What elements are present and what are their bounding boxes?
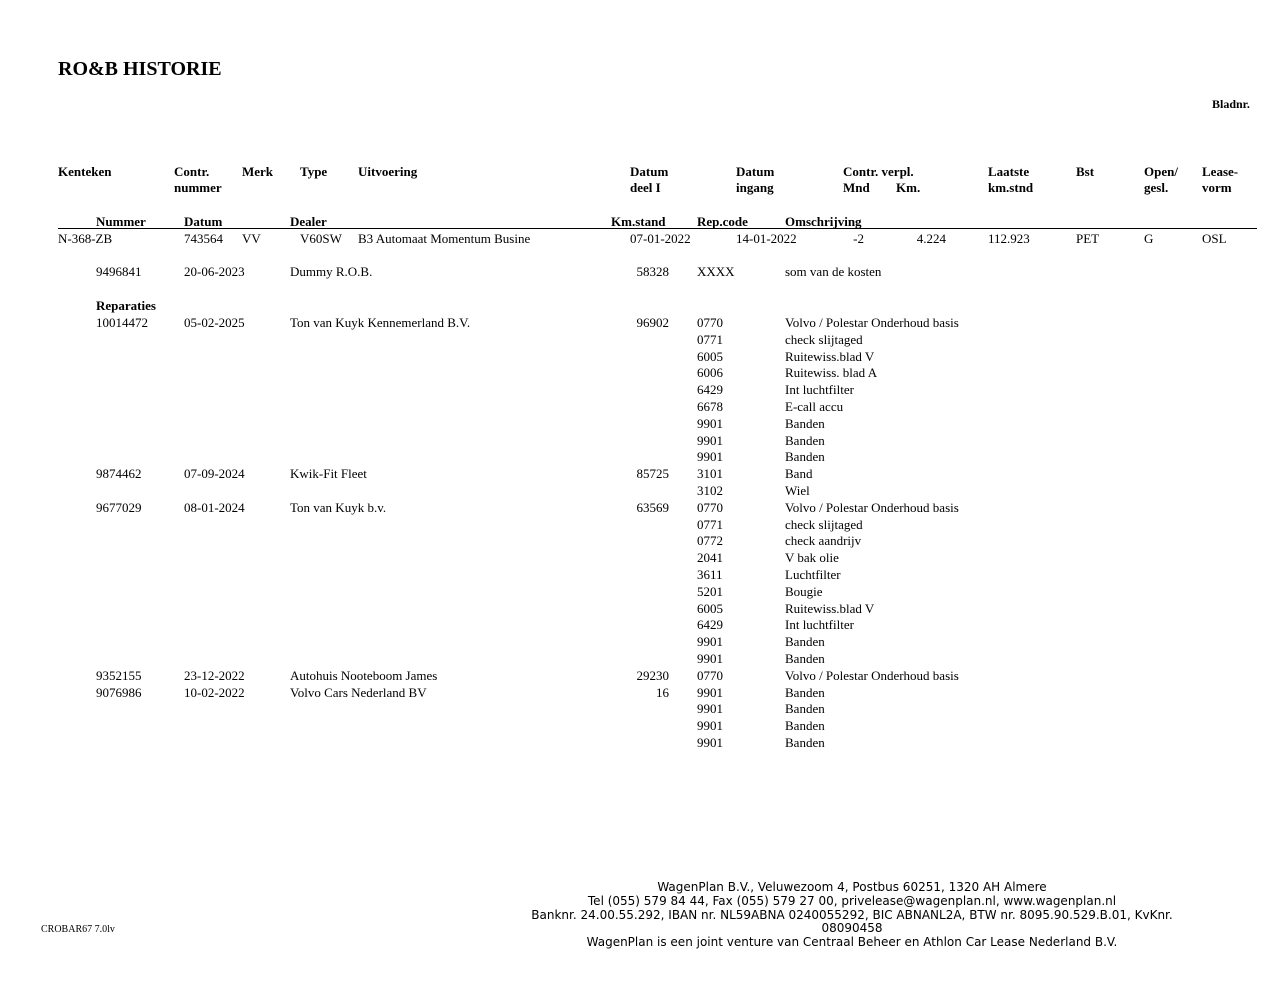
repair-code: 0772 [697, 533, 723, 549]
repair-code: 9901 [697, 651, 723, 666]
repair-omschrijving: Banden [785, 684, 825, 700]
header-vorm: vorm [1202, 180, 1232, 195]
header-kmstand: Km.stand [611, 214, 666, 229]
header-nummer: Nummer [96, 214, 146, 229]
header-datum-deel: Datum [630, 164, 669, 179]
vehicle-bst: PET [1076, 231, 1100, 246]
vehicle-type: V60SW [300, 231, 342, 246]
vehicle-laatste-km: 112.923 [988, 231, 1030, 246]
repair-kmstand: 85725 [636, 466, 669, 482]
repair-code: 6429 [697, 617, 723, 633]
repair-nummer: 9874462 [96, 466, 142, 482]
repair-code: 2041 [697, 550, 723, 566]
repair-code: 3611 [697, 567, 723, 582]
page-number-label: Bladnr. [1212, 97, 1250, 111]
repair-omschrijving: Volvo / Polestar Onderhoud basis [785, 667, 959, 683]
repair-omschrijving: Banden [785, 701, 825, 717]
repair-code: 6429 [697, 382, 723, 398]
repair-nummer: 9076986 [96, 684, 142, 700]
header-contr-verpl: Contr. verpl. [843, 164, 914, 179]
repair-kmstand: 96902 [636, 315, 669, 330]
dummy-nummer: 9496841 [96, 264, 142, 279]
repair-dealer: Volvo Cars Nederland BV [290, 684, 427, 700]
header-omschrijving: Omschrijving [785, 214, 862, 229]
header-divider [58, 228, 1257, 229]
repair-code: 9901 [697, 718, 723, 734]
dummy-omschrijving: som van de kosten [785, 264, 882, 279]
header-laatste: Laatste [988, 164, 1030, 179]
vehicle-merk: VV [242, 231, 261, 246]
repair-code: 0770 [697, 315, 723, 330]
repair-code: 9901 [697, 634, 723, 650]
repair-code: 6678 [697, 399, 723, 414]
repair-omschrijving: Ruitewiss.blad V [785, 348, 875, 364]
repair-code: 0770 [697, 499, 723, 515]
repair-code: 9901 [697, 701, 723, 717]
header-km: Km. [896, 180, 921, 195]
repair-dealer: Autohuis Nooteboom James [290, 667, 438, 683]
repair-datum: 23-12-2022 [184, 667, 245, 683]
repair-code: 3102 [697, 483, 723, 498]
header-mnd: Mnd [843, 180, 870, 195]
repair-code: 9901 [697, 684, 723, 700]
repair-omschrijving: check aandrijv [785, 533, 862, 549]
vehicle-datum-ingang: 14-01-2022 [736, 231, 797, 246]
header-laatste-2: km.stnd [988, 180, 1034, 195]
header-open: Open/ [1144, 164, 1178, 179]
repair-omschrijving: Wiel [785, 483, 810, 498]
repair-omschrijving: Banden [785, 415, 825, 431]
header-datum-deel-2: deel I [630, 180, 661, 195]
dummy-dealer: Dummy R.O.B. [290, 264, 373, 279]
vehicle-leasevorm: OSL [1202, 231, 1227, 246]
repair-omschrijving: Ruitewiss. blad A [785, 365, 878, 381]
header-datum: Datum [184, 214, 223, 229]
repair-kmstand: 29230 [636, 667, 669, 683]
header-contr-nummer: nummer [174, 180, 222, 195]
repair-omschrijving: Banden [785, 651, 825, 666]
repair-omschrijving: Banden [785, 449, 825, 465]
footer [508, 881, 1196, 950]
repair-dealer: Ton van Kuyk b.v. [290, 499, 387, 515]
repair-omschrijving: E-call accu [785, 399, 844, 414]
repair-code: 6005 [697, 600, 723, 616]
section-label-reparaties: Reparaties [96, 298, 156, 313]
repair-code: 6005 [697, 348, 723, 364]
repair-omschrijving: Int luchtfilter [785, 382, 854, 398]
repair-code: 9901 [697, 415, 723, 431]
repair-dealer: Ton van Kuyk Kennemerland B.V. [290, 315, 471, 330]
repair-code: 9901 [697, 449, 723, 465]
repair-nummer: 9352155 [96, 667, 142, 683]
header-kenteken: Kenteken [58, 164, 112, 179]
vehicle-open-gesl: G [1144, 231, 1154, 246]
repair-omschrijving: Banden [785, 718, 825, 734]
repair-omschrijving: Bougie [785, 583, 823, 599]
repair-omschrijving: check slijtaged [785, 516, 863, 532]
repair-code: 9901 [697, 432, 723, 448]
repair-omschrijving: Luchtfilter [785, 567, 841, 582]
repair-omschrijving: check slijtaged [785, 331, 863, 347]
header-merk: Merk [242, 164, 274, 179]
page-title: RO&B HISTORIE [58, 58, 222, 80]
repair-nummer: 10014472 [96, 315, 148, 330]
repair-code: 0771 [697, 516, 723, 532]
repair-kmstand: 16 [656, 684, 669, 700]
header-dealer: Dealer [290, 214, 327, 229]
vehicle-uitvoering: B3 Automaat Momentum Busine [358, 231, 531, 246]
repair-datum: 07-09-2024 [184, 466, 245, 482]
repair-datum: 08-01-2024 [184, 499, 245, 515]
repair-omschrijving: Banden [785, 634, 825, 650]
repair-omschrijving: V bak olie [785, 550, 839, 566]
footer-line-2: Tel (055) 579 84 44, Fax (055) 579 27 00, privelease@wagenplan.nl, www.wagenplan.nl [587, 893, 1117, 908]
repair-code: 0770 [697, 667, 723, 683]
vehicle-mnd: -2 [853, 231, 864, 246]
header-bst: Bst [1076, 164, 1095, 179]
repair-code: 3101 [697, 466, 723, 482]
repair-nummer: 9677029 [96, 499, 142, 515]
repair-omschrijving: Banden [785, 735, 825, 750]
header-gesl: gesl. [1144, 180, 1169, 195]
repair-dealer: Kwik-Fit Fleet [290, 466, 367, 482]
repair-datum: 10-02-2022 [184, 684, 245, 700]
vehicle-km: 4.224 [916, 231, 946, 246]
repair-omschrijving: Volvo / Polestar Onderhoud basis [785, 499, 959, 515]
version-label: CROBAR67 7.0lv [41, 924, 115, 935]
repair-omschrijving: Banden [785, 432, 825, 448]
header-datum-ingang-2: ingang [736, 180, 774, 195]
dummy-repcode: XXXX [697, 264, 735, 279]
header-contr: Contr. [174, 164, 210, 179]
repair-datum: 05-02-2025 [184, 315, 245, 330]
repair-omschrijving: Int luchtfilter [785, 617, 854, 633]
header-datum-ingang: Datum [736, 164, 775, 179]
footer-line-1: WagenPlan B.V., Veluwezoom 4, Postbus 60251, 1320 AH Almere [657, 880, 1047, 894]
repair-code: 9901 [697, 735, 723, 750]
repair-kmstand: 63569 [636, 499, 669, 515]
repair-code: 5201 [697, 583, 723, 599]
header-lease: Lease- [1202, 164, 1239, 179]
dummy-datum: 20-06-2023 [184, 264, 245, 279]
vehicle-datum-deel1: 07-01-2022 [630, 231, 691, 246]
footer-line-4: WagenPlan is een joint venture van Centraal Beheer en Athlon Car Lease Nederland B.V. [586, 935, 1118, 950]
header-repcode: Rep.code [697, 214, 748, 229]
footer-line-3: Banknr. 24.00.55.292, IBAN nr. NL59ABNA 0240055292, BIC ABNANL2A, BTW nr. 8095.90.529.B.01, KvKnr. 08090458 [531, 907, 1173, 936]
repair-code: 6006 [697, 365, 723, 381]
dummy-kmstand: 58328 [636, 264, 669, 279]
header-uitvoering: Uitvoering [358, 164, 418, 179]
repair-omschrijving: Band [785, 466, 813, 482]
repair-omschrijving: Volvo / Polestar Onderhoud basis [785, 315, 959, 330]
repair-code: 0771 [697, 331, 723, 347]
vehicle-kenteken: N-368-ZB [58, 231, 113, 246]
vehicle-contract: 743564 [184, 231, 223, 246]
header-type: Type [300, 164, 328, 179]
repair-omschrijving: Ruitewiss.blad V [785, 600, 875, 616]
